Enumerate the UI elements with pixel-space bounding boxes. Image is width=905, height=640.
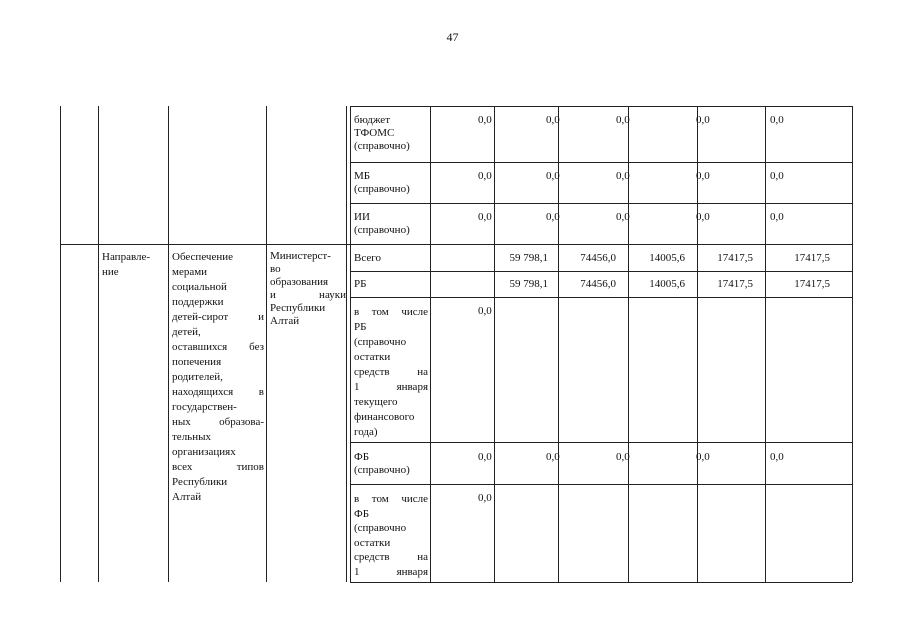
- value-cell: 0,0: [546, 170, 560, 182]
- value-cell: 17417,5: [717, 252, 753, 264]
- value-cell: 0,0: [696, 170, 710, 182]
- value-cell: 14005,6: [649, 252, 685, 264]
- value-cell: 0,0: [478, 492, 492, 504]
- value-cell: 0,0: [616, 170, 630, 182]
- value-cell: 74456,0: [580, 252, 616, 264]
- row-label: бюджет: [354, 114, 390, 126]
- value-cell: 0,0: [696, 114, 710, 126]
- row-label: МБ: [354, 170, 371, 182]
- value-cell: 0,0: [478, 451, 492, 463]
- value-cell: 0,0: [770, 114, 784, 126]
- responsible-executor: Министерст- во образования и науки Республики Алтай: [270, 250, 346, 327]
- row-label: остатки: [354, 536, 391, 549]
- value-cell: 0,0: [546, 451, 560, 463]
- row-label: 1 января: [354, 565, 428, 578]
- value-cell: 59 798,1: [509, 278, 548, 290]
- value-cell: 17417,5: [717, 278, 753, 290]
- value-cell: 14005,6: [649, 278, 685, 290]
- row-label: 1 января: [354, 381, 428, 393]
- value-cell: 0,0: [478, 114, 492, 126]
- row-label: Всего: [354, 252, 381, 264]
- row-label: средств на: [354, 366, 428, 378]
- value-cell: 0,0: [770, 211, 784, 223]
- value-cell: 0,0: [770, 170, 784, 182]
- row-label: финансового: [354, 411, 415, 423]
- row-label: в том числе: [354, 306, 428, 318]
- row-label: РБ: [354, 321, 367, 333]
- row-label: (справочно): [354, 183, 410, 195]
- row-label: (справочно): [354, 224, 410, 236]
- value-cell: 74456,0: [580, 278, 616, 290]
- value-cell: 17417,5: [794, 252, 830, 264]
- value-cell: 0,0: [478, 211, 492, 223]
- value-cell: 59 798,1: [509, 252, 548, 264]
- row-label: (справочно: [354, 336, 407, 348]
- direction-type: Направле- ние: [102, 251, 151, 278]
- row-label: ИИ: [354, 211, 370, 223]
- row-label: (справочно): [354, 140, 410, 152]
- value-cell: 0,0: [478, 170, 492, 182]
- row-label: (справочно): [354, 464, 410, 476]
- value-cell: 0,0: [696, 451, 710, 463]
- row-label: ТФОМС: [354, 127, 395, 139]
- row-label: остатки: [354, 351, 391, 363]
- value-cell: 0,0: [616, 451, 630, 463]
- value-cell: 0,0: [616, 114, 630, 126]
- value-cell: 0,0: [770, 451, 784, 463]
- value-cell: 0,0: [696, 211, 710, 223]
- row-label: средств на: [354, 551, 428, 563]
- value-cell: 0,0: [546, 114, 560, 126]
- row-label: ФБ: [354, 507, 370, 520]
- value-cell: 0,0: [478, 305, 492, 317]
- value-cell: 0,0: [616, 211, 630, 223]
- value-cell: 17417,5: [794, 278, 830, 290]
- measure-description: Обеспечение мерами социальной поддержки детей-сирот и детей, оставшихся без попечения родителей, находящихся в государствен- ных образова- тельных организациях всех типов Республики Алтай: [172, 251, 264, 503]
- row-label: года): [354, 426, 378, 438]
- page-number: 47: [446, 30, 459, 44]
- row-label: ФБ: [354, 451, 370, 463]
- row-label: текущего: [354, 396, 398, 408]
- row-label: РБ: [354, 278, 367, 290]
- value-cell: 0,0: [546, 211, 560, 223]
- row-label: в том числе: [354, 493, 428, 505]
- row-label: (справочно: [354, 522, 407, 534]
